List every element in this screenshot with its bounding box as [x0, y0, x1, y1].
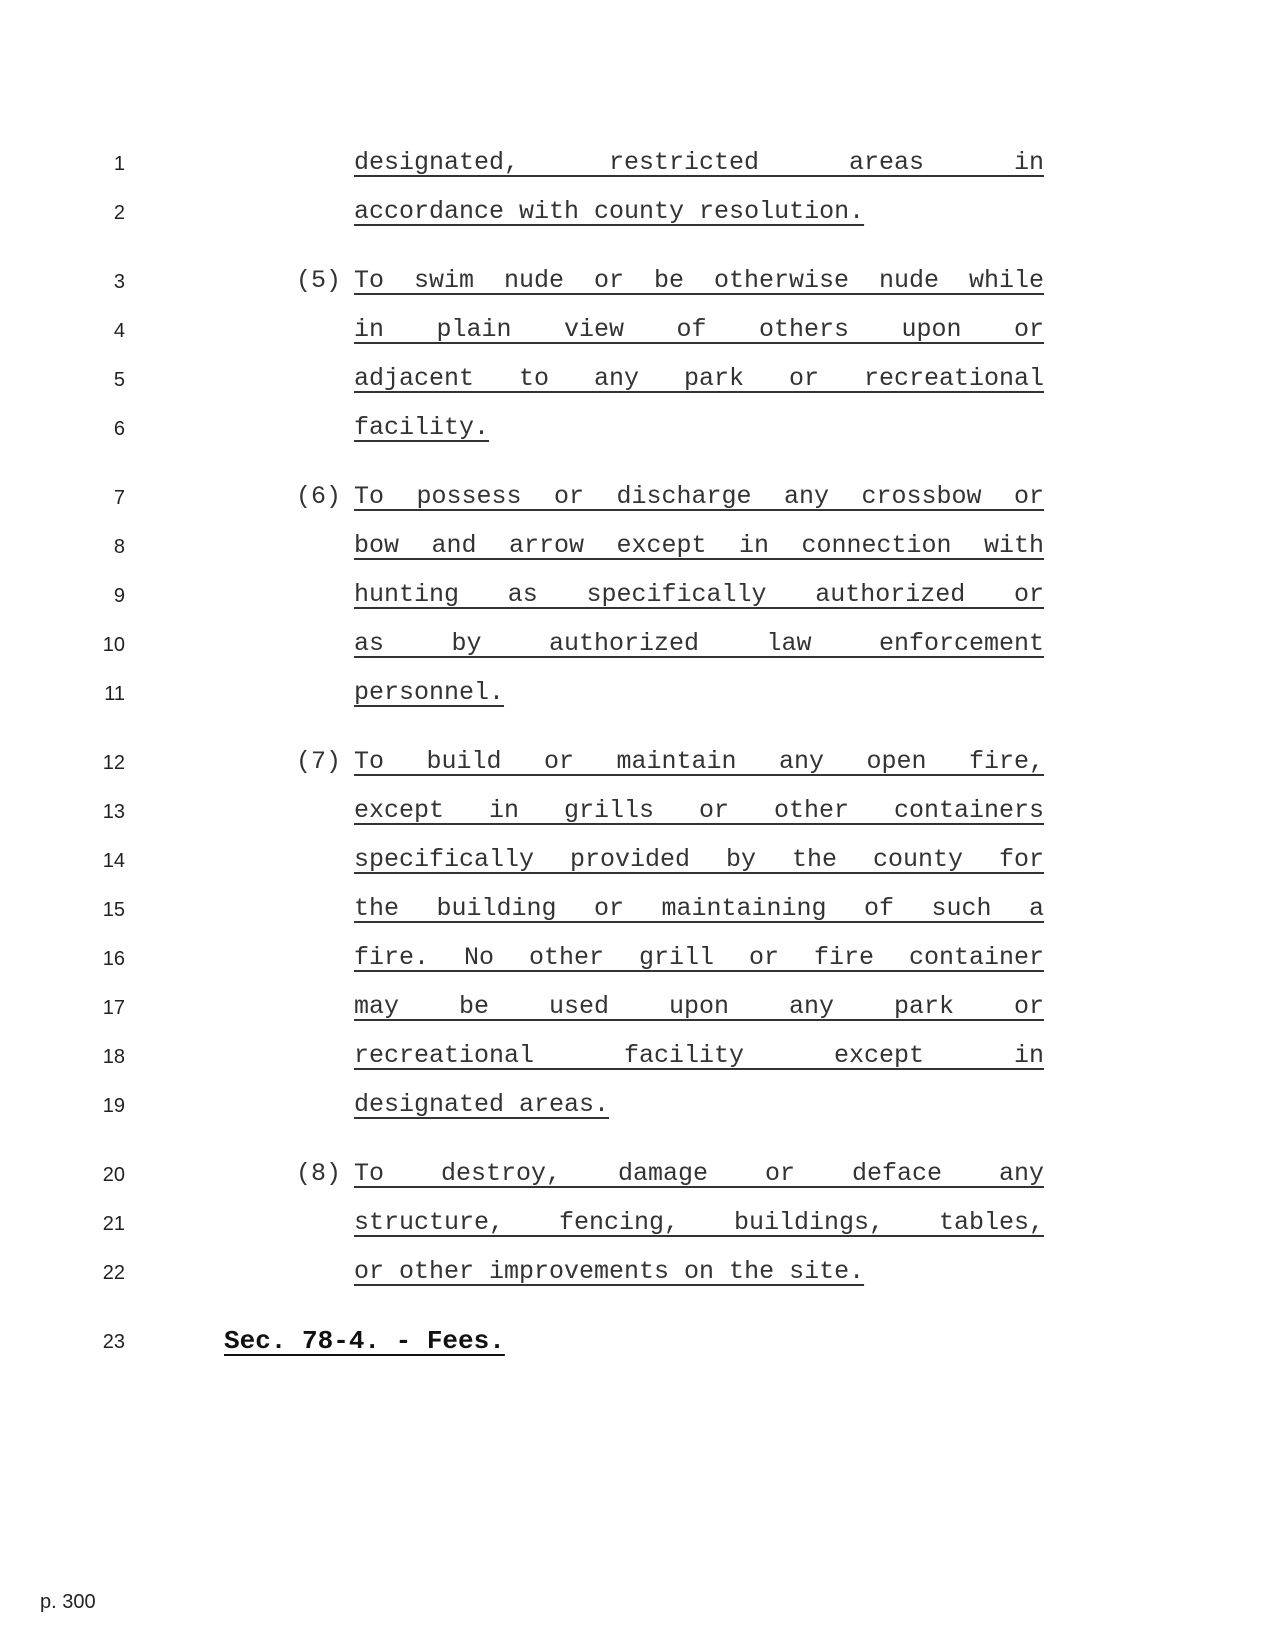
item-marker-7: (7)	[296, 747, 342, 776]
line-number: 6	[113, 418, 125, 440]
text-line: designated areas.	[354, 1090, 610, 1119]
text-line: recreational facility except in	[354, 1041, 1044, 1070]
text-line: To destroy, damage or deface any	[354, 1159, 1044, 1188]
item-marker-8: (8)	[296, 1159, 342, 1188]
text-line: fire. No other grill or fire container	[354, 943, 1044, 972]
line-number: 8	[113, 536, 125, 558]
line-number: 15	[102, 899, 125, 921]
line-number: 16	[102, 948, 125, 970]
line-number: 1	[113, 153, 125, 175]
text-line: accordance with county resolution.	[354, 197, 865, 226]
line-number: 18	[102, 1046, 125, 1068]
line-number: 14	[102, 850, 125, 872]
line-number: 22	[102, 1262, 125, 1284]
text-line: To build or maintain any open fire,	[354, 747, 1044, 776]
page-number: p. 300	[40, 1591, 96, 1613]
text-line: bow and arrow except in connection with	[354, 531, 1044, 560]
line-number: 11	[104, 683, 125, 705]
line-number: 23	[102, 1331, 125, 1353]
text-line: structure, fencing, buildings, tables,	[354, 1208, 1044, 1237]
line-number: 13	[102, 801, 125, 823]
text-line: hunting as specifically authorized or	[354, 580, 1044, 609]
line-number: 20	[102, 1164, 125, 1186]
line-number: 7	[113, 487, 125, 509]
line-number: 10	[102, 634, 125, 656]
item-marker-5: (5)	[296, 266, 342, 295]
text-line: adjacent to any park or recreational	[354, 364, 1044, 393]
text-line: or other improvements on the site.	[354, 1257, 865, 1286]
text-line: as by authorized law enforcement	[354, 629, 1044, 658]
line-number: 17	[102, 997, 125, 1019]
line-number: 19	[102, 1095, 125, 1117]
text-line: designated, restricted areas in	[354, 148, 1044, 177]
text-line: facility.	[354, 413, 490, 442]
text-line: except in grills or other containers	[354, 796, 1044, 825]
text-line: may be used upon any park or	[354, 992, 1044, 1021]
section-heading: Sec. 78-4. - Fees.	[224, 1326, 505, 1356]
item-marker-6: (6)	[296, 482, 342, 511]
text-line: the building or maintaining of such a	[354, 894, 1044, 923]
line-number: 3	[113, 271, 125, 293]
line-number: 21	[102, 1213, 125, 1235]
text-line: To swim nude or be otherwise nude while	[354, 266, 1044, 295]
text-line: in plain view of others upon or	[354, 315, 1044, 344]
line-number: 12	[102, 752, 125, 774]
text-line: To possess or discharge any crossbow or	[354, 482, 1044, 511]
line-number: 9	[113, 585, 125, 607]
text-line: personnel.	[354, 678, 505, 707]
line-number: 2	[113, 202, 125, 224]
line-number: 5	[113, 369, 125, 391]
text-line: specifically provided by the county for	[354, 845, 1044, 874]
line-number: 4	[113, 320, 125, 342]
